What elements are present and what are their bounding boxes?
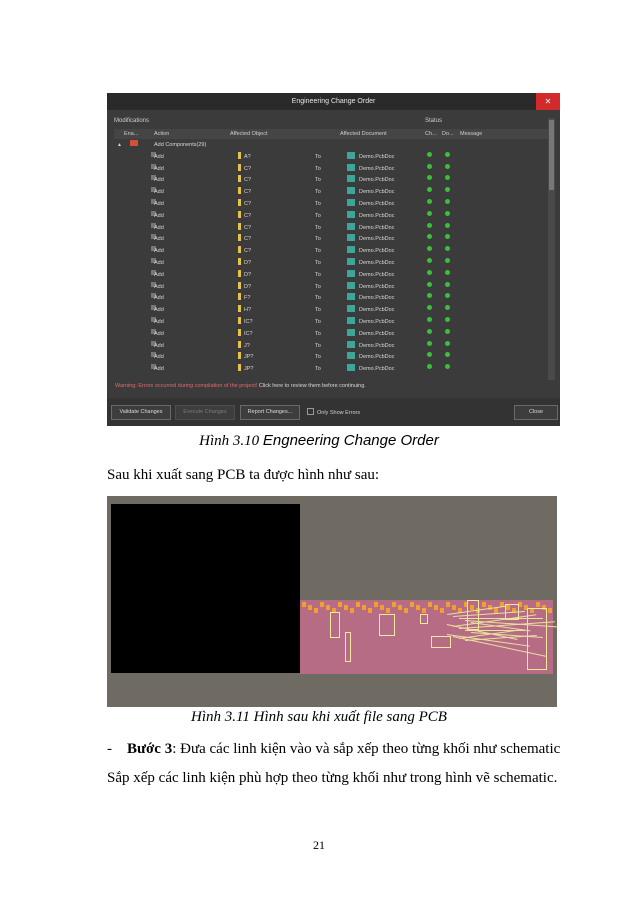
component-icon bbox=[238, 293, 241, 300]
check-status-icon bbox=[427, 246, 432, 251]
pcb-document-icon bbox=[347, 223, 355, 230]
row-object: J? bbox=[244, 342, 250, 349]
table-row[interactable] bbox=[114, 234, 548, 245]
row-document: Demo.PcbDoc bbox=[359, 236, 395, 243]
check-status-icon bbox=[427, 199, 432, 204]
row-action: Add bbox=[154, 330, 164, 337]
done-status-icon bbox=[445, 270, 450, 275]
pcb-component bbox=[420, 614, 428, 624]
dialog-title: Engineering Change Order bbox=[107, 93, 560, 110]
pcb-pad bbox=[404, 608, 408, 613]
warning-link[interactable]: Click here to review them before continuing. bbox=[258, 383, 366, 389]
change-list bbox=[114, 140, 548, 380]
row-action: Add bbox=[154, 201, 164, 207]
row-document: Demo.PcbDoc bbox=[359, 165, 395, 172]
component-icon bbox=[238, 199, 241, 206]
component-icon bbox=[238, 258, 241, 265]
check-status-icon bbox=[427, 293, 432, 298]
row-document: Demo.PcbDoc bbox=[359, 260, 395, 266]
component-icon bbox=[238, 152, 241, 159]
pcb-pad bbox=[422, 608, 426, 613]
row-document: Demo.PcbDoc bbox=[359, 283, 395, 290]
step-dash: - bbox=[107, 741, 112, 757]
pcb-document-icon bbox=[347, 187, 355, 194]
row-action: Add bbox=[154, 319, 164, 325]
row-to: To bbox=[315, 319, 321, 325]
row-to: To bbox=[315, 212, 321, 219]
col-check[interactable]: Ch... bbox=[425, 131, 437, 137]
only-show-errors-checkbox[interactable] bbox=[307, 408, 360, 416]
table-row[interactable] bbox=[114, 293, 548, 304]
row-action: Add bbox=[154, 307, 164, 314]
expand-icon[interactable]: ▲ bbox=[117, 142, 122, 148]
row-to: To bbox=[315, 165, 321, 172]
row-to: To bbox=[315, 295, 321, 302]
table-row[interactable] bbox=[114, 317, 548, 328]
pcb-document-icon bbox=[347, 341, 355, 348]
done-status-icon bbox=[445, 305, 450, 310]
component-icon bbox=[238, 246, 241, 253]
check-status-icon bbox=[427, 211, 432, 216]
component-icon bbox=[238, 305, 241, 312]
table-row[interactable] bbox=[114, 270, 548, 281]
pcb-component bbox=[431, 636, 451, 648]
pcb-document-icon bbox=[347, 293, 355, 300]
pcb-document-icon bbox=[347, 164, 355, 171]
component-icon bbox=[238, 164, 241, 171]
row-action: Add bbox=[154, 153, 164, 160]
table-row[interactable] bbox=[114, 211, 548, 222]
row-document: Demo.PcbDoc bbox=[359, 201, 395, 207]
done-status-icon bbox=[445, 164, 450, 169]
dialog-footer bbox=[107, 398, 560, 426]
row-object: D? bbox=[244, 260, 252, 266]
row-action: Add bbox=[154, 189, 164, 196]
pcb-pad bbox=[386, 608, 390, 613]
pcb-document-icon bbox=[347, 270, 355, 277]
pcb-pad bbox=[416, 605, 420, 610]
done-status-icon bbox=[445, 223, 450, 228]
done-status-icon bbox=[445, 341, 450, 346]
pcb-document-icon bbox=[347, 282, 355, 289]
row-action: Add bbox=[154, 271, 164, 278]
pcb-pad bbox=[548, 608, 552, 613]
row-action: Add bbox=[154, 177, 164, 184]
pcb-pad bbox=[452, 605, 456, 610]
table-header bbox=[114, 129, 548, 139]
done-status-icon bbox=[445, 329, 450, 334]
pcb-pad bbox=[326, 605, 330, 610]
pcb-component bbox=[330, 612, 340, 638]
component-icon bbox=[238, 270, 241, 277]
row-object: C? bbox=[244, 201, 252, 207]
row-action: Add bbox=[154, 165, 164, 172]
report-changes-button[interactable]: Report Changes... bbox=[240, 405, 300, 420]
group-label: Add Components(29) bbox=[154, 142, 207, 148]
row-document: Demo.PcbDoc bbox=[359, 189, 395, 196]
table-row[interactable] bbox=[114, 352, 548, 363]
component-icon bbox=[238, 175, 241, 182]
pcb-document-icon bbox=[347, 305, 355, 312]
row-to: To bbox=[315, 330, 321, 337]
col-enable[interactable]: Ena... bbox=[124, 131, 139, 137]
pcb-pad bbox=[374, 602, 378, 607]
row-action: Add bbox=[154, 236, 164, 243]
component-icon bbox=[238, 223, 241, 230]
done-status-icon bbox=[445, 187, 450, 192]
page-number: 21 bbox=[313, 838, 325, 852]
component-icon bbox=[238, 187, 241, 194]
table-row[interactable] bbox=[114, 175, 548, 186]
figure-caption-3-10 bbox=[0, 432, 638, 450]
check-status-icon bbox=[427, 282, 432, 287]
row-object: F? bbox=[244, 295, 251, 302]
check-status-icon bbox=[427, 305, 432, 310]
pcb-pad bbox=[338, 602, 342, 607]
table-row[interactable] bbox=[114, 341, 548, 352]
row-to: To bbox=[315, 271, 321, 278]
done-status-icon bbox=[445, 234, 450, 239]
paragraph-after-export: Sau khi xuất sang PCB ta được hình như sau: bbox=[107, 467, 380, 483]
done-status-icon bbox=[445, 152, 450, 157]
pcb-document-icon bbox=[347, 199, 355, 206]
pcb-pad bbox=[446, 602, 450, 607]
close-icon[interactable]: ✕ bbox=[536, 93, 560, 110]
row-object: JP? bbox=[244, 354, 254, 361]
vertical-scrollbar[interactable] bbox=[548, 118, 555, 380]
row-document: Demo.PcbDoc bbox=[359, 271, 395, 278]
scrollbar-thumb[interactable] bbox=[549, 120, 554, 190]
only-show-errors-label: Only Show Errors bbox=[317, 410, 361, 416]
caption-title: Engneering Change Order bbox=[262, 432, 439, 449]
row-object: JP? bbox=[244, 366, 254, 373]
row-document: Demo.PcbDoc bbox=[359, 153, 395, 160]
done-status-icon bbox=[445, 175, 450, 180]
row-to: To bbox=[315, 342, 321, 349]
row-object: A? bbox=[244, 153, 251, 160]
col-affected-object[interactable]: Affected Object bbox=[230, 131, 268, 137]
row-to: To bbox=[315, 354, 321, 361]
eco-dialog-screenshot bbox=[107, 93, 560, 426]
row-object: IC? bbox=[244, 319, 253, 325]
caption-prefix: Hình 3.10 bbox=[199, 433, 260, 449]
component-icon bbox=[238, 364, 241, 371]
row-to: To bbox=[315, 260, 321, 266]
row-object: H? bbox=[244, 307, 252, 314]
modifications-label: Modifications bbox=[114, 118, 150, 124]
pcb-pad bbox=[536, 602, 540, 607]
row-object: C? bbox=[244, 177, 252, 184]
row-object: C? bbox=[244, 212, 252, 219]
row-document: Demo.PcbDoc bbox=[359, 224, 395, 231]
pcb-document-icon bbox=[347, 364, 355, 371]
row-action: Add bbox=[154, 283, 164, 290]
check-status-icon bbox=[427, 234, 432, 239]
row-document: Demo.PcbDoc bbox=[359, 366, 395, 373]
group-row[interactable] bbox=[114, 140, 548, 151]
row-to: To bbox=[315, 366, 321, 373]
table-row[interactable] bbox=[114, 152, 548, 163]
pcb-pad bbox=[434, 605, 438, 610]
table-row[interactable] bbox=[114, 187, 548, 198]
col-done[interactable]: Do... bbox=[442, 131, 454, 137]
close-button[interactable]: Close bbox=[514, 405, 558, 420]
done-status-icon bbox=[445, 364, 450, 369]
pcb-pad bbox=[302, 602, 306, 607]
row-object: IC? bbox=[244, 330, 253, 337]
row-action: Add bbox=[154, 248, 164, 255]
done-status-icon bbox=[445, 352, 450, 357]
table-row[interactable] bbox=[114, 258, 548, 269]
done-status-icon bbox=[445, 199, 450, 204]
step-label: Bước 3 bbox=[127, 741, 173, 757]
done-status-icon bbox=[445, 258, 450, 263]
figure-caption-3-11: Hình 3.11 Hình sau khi xuất file sang PCB bbox=[191, 709, 447, 725]
row-to: To bbox=[315, 283, 321, 290]
check-status-icon bbox=[427, 152, 432, 157]
row-document: Demo.PcbDoc bbox=[359, 295, 395, 302]
pcb-pad bbox=[380, 605, 384, 610]
row-action: Add bbox=[154, 354, 164, 361]
row-action: Add bbox=[154, 342, 164, 349]
pcb-document-icon bbox=[347, 246, 355, 253]
row-object: C? bbox=[244, 189, 252, 196]
pcb-pad bbox=[410, 602, 414, 607]
row-to: To bbox=[315, 177, 321, 184]
component-icon bbox=[238, 282, 241, 289]
col-message[interactable]: Message bbox=[460, 131, 483, 137]
row-document: Demo.PcbDoc bbox=[359, 354, 395, 361]
paragraph-arrange: Sắp xếp các linh kiện phù hợp theo từng khối như trong hình vẽ schematic. bbox=[107, 770, 558, 786]
pcb-pad bbox=[362, 605, 366, 610]
status-label: Status bbox=[425, 118, 443, 124]
pcb-pad bbox=[344, 605, 348, 610]
check-status-icon bbox=[427, 223, 432, 228]
table-row[interactable] bbox=[114, 364, 548, 375]
table-row[interactable] bbox=[114, 282, 548, 293]
checkbox-icon bbox=[307, 408, 314, 415]
pcb-document-icon bbox=[347, 152, 355, 159]
check-status-icon bbox=[427, 175, 432, 180]
component-icon bbox=[238, 329, 241, 336]
row-document: Demo.PcbDoc bbox=[359, 319, 395, 325]
done-status-icon bbox=[445, 293, 450, 298]
pcb-pad bbox=[398, 605, 402, 610]
component-icon bbox=[238, 211, 241, 218]
execute-changes-button[interactable]: Execute Changes bbox=[175, 405, 235, 420]
warning-text: Warning: Errors occurred during compilation of the project! bbox=[115, 383, 258, 389]
check-status-icon bbox=[427, 258, 432, 263]
pcb-black-area bbox=[111, 504, 300, 673]
table-row[interactable] bbox=[114, 246, 548, 257]
col-affected-document[interactable]: Affected Document bbox=[340, 131, 387, 137]
component-icon bbox=[238, 352, 241, 359]
col-action[interactable]: Action bbox=[154, 131, 170, 137]
row-to: To bbox=[315, 236, 321, 243]
pcb-layout-screenshot bbox=[107, 496, 557, 707]
row-object: C? bbox=[244, 165, 252, 172]
warning-message bbox=[115, 383, 366, 389]
component-icon bbox=[238, 317, 241, 324]
done-status-icon bbox=[445, 317, 450, 322]
pcb-pad bbox=[482, 602, 486, 607]
component-icon bbox=[238, 234, 241, 241]
row-action: Add bbox=[154, 260, 164, 266]
pcb-pad bbox=[356, 602, 360, 607]
step-3-line bbox=[107, 741, 560, 758]
pcb-pad bbox=[428, 602, 432, 607]
row-action: Add bbox=[154, 295, 164, 302]
check-status-icon bbox=[427, 329, 432, 334]
validate-changes-button[interactable]: Validate Changes bbox=[111, 405, 171, 420]
done-status-icon bbox=[445, 282, 450, 287]
component-icon bbox=[238, 341, 241, 348]
done-status-icon bbox=[445, 211, 450, 216]
row-to: To bbox=[315, 153, 321, 160]
pcb-document-icon bbox=[347, 175, 355, 182]
row-action: Add bbox=[154, 224, 164, 231]
pcb-pad bbox=[308, 605, 312, 610]
row-object: C? bbox=[244, 224, 252, 231]
done-status-icon bbox=[445, 246, 450, 251]
check-status-icon bbox=[427, 364, 432, 369]
pcb-document-icon bbox=[347, 329, 355, 336]
pcb-pad bbox=[392, 602, 396, 607]
row-object: C? bbox=[244, 248, 252, 255]
row-to: To bbox=[315, 224, 321, 231]
table-row[interactable] bbox=[114, 199, 548, 210]
row-document: Demo.PcbDoc bbox=[359, 307, 395, 314]
pcb-document-icon bbox=[347, 234, 355, 241]
check-status-icon bbox=[427, 341, 432, 346]
pcb-pad bbox=[368, 608, 372, 613]
pcb-pad bbox=[314, 608, 318, 613]
table-row[interactable] bbox=[114, 305, 548, 316]
row-to: To bbox=[315, 189, 321, 196]
check-status-icon bbox=[427, 164, 432, 169]
check-status-icon bbox=[427, 187, 432, 192]
pcb-document-icon bbox=[347, 352, 355, 359]
check-status-icon bbox=[427, 317, 432, 322]
row-document: Demo.PcbDoc bbox=[359, 342, 395, 349]
table-row[interactable] bbox=[114, 164, 548, 175]
check-status-icon bbox=[427, 352, 432, 357]
step-text: : Đưa các linh kiện vào và sắp xếp theo từng khối như schematic bbox=[172, 741, 561, 757]
row-document: Demo.PcbDoc bbox=[359, 248, 395, 255]
row-object: D? bbox=[244, 271, 252, 278]
folder-icon bbox=[130, 140, 138, 146]
row-action: Add bbox=[154, 212, 164, 219]
pcb-document-icon bbox=[347, 211, 355, 218]
row-document: Demo.PcbDoc bbox=[359, 330, 395, 337]
pcb-document-icon bbox=[347, 258, 355, 265]
pcb-pad bbox=[440, 608, 444, 613]
table-row[interactable] bbox=[114, 329, 548, 340]
row-document: Demo.PcbDoc bbox=[359, 177, 395, 184]
row-object: D? bbox=[244, 283, 252, 290]
pcb-component bbox=[345, 632, 351, 662]
pcb-document-icon bbox=[347, 317, 355, 324]
table-row[interactable] bbox=[114, 223, 548, 234]
row-to: To bbox=[315, 248, 321, 255]
pcb-component bbox=[379, 614, 395, 636]
row-object: C? bbox=[244, 236, 252, 243]
pcb-pad bbox=[320, 602, 324, 607]
row-action: Add bbox=[154, 366, 164, 373]
check-status-icon bbox=[427, 270, 432, 275]
row-to: To bbox=[315, 201, 321, 207]
row-to: To bbox=[315, 307, 321, 314]
row-document: Demo.PcbDoc bbox=[359, 212, 395, 219]
pcb-pad bbox=[350, 608, 354, 613]
